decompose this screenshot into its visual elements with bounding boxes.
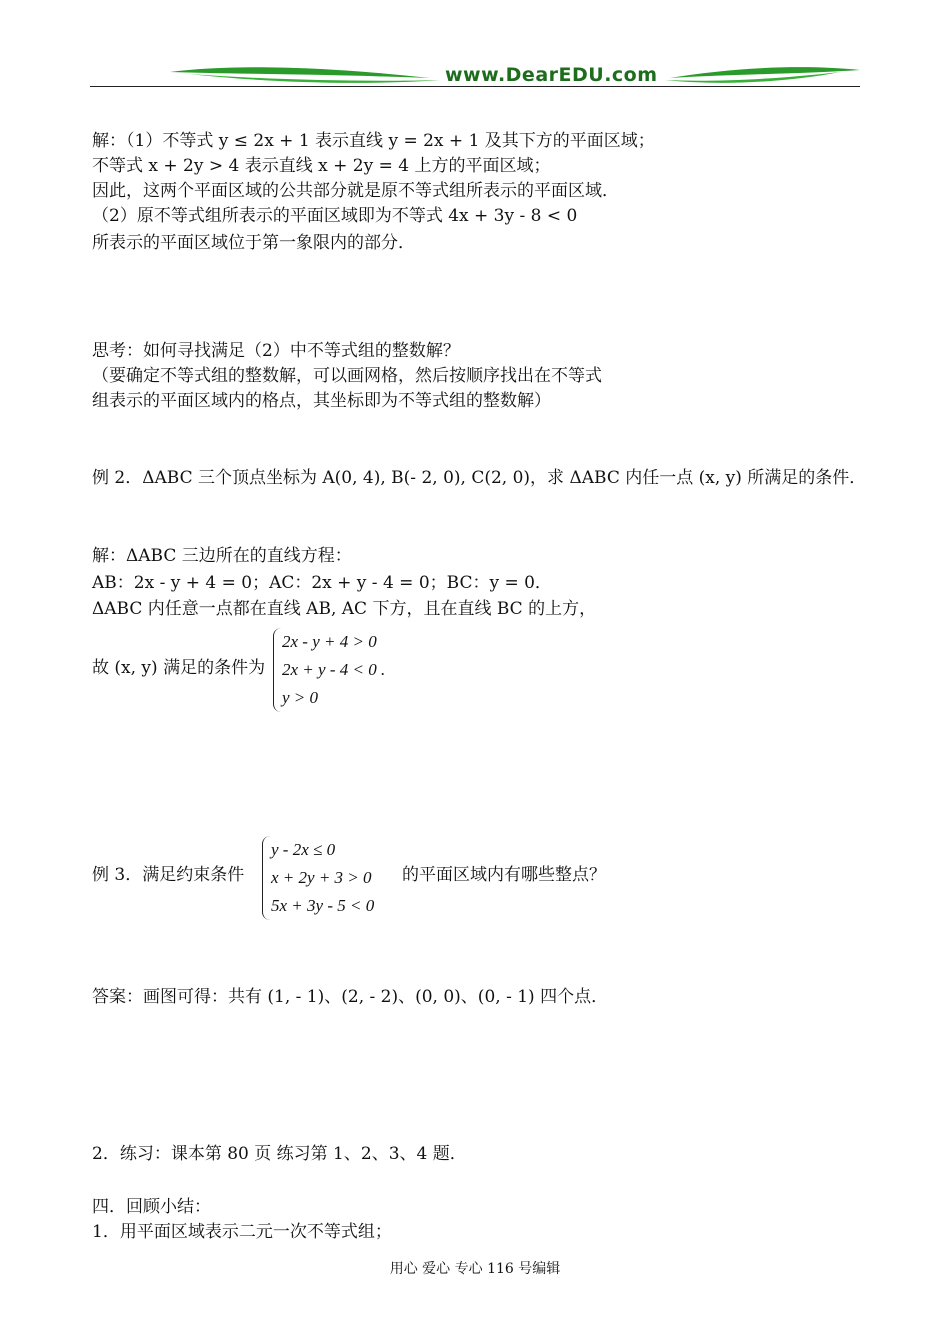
- summary-item-1: 1．用平面区域表示二元一次不等式组；: [92, 1222, 392, 1242]
- example-3-prefix: 例 3．满足约束条件: [92, 865, 245, 885]
- solution-line-3: 因此，这两个平面区域的公共部分就是原不等式组所表示的平面区域．: [92, 181, 619, 201]
- example-2-solution-4: 故 (x, y) 满足的条件为: [92, 658, 266, 678]
- solution-line-5: 所表示的平面区域位于第一象限内的部分．: [92, 233, 415, 253]
- solution-line-4: （2）原不等式组所表示的平面区域即为不等式 4x + 3y - 8 < 0: [92, 206, 578, 226]
- think-question: 思考：如何寻找满足（2）中不等式组的整数解？: [92, 341, 460, 361]
- inequality-system-2: [262, 836, 374, 920]
- system-1-row: 2x + y - 4 < 0 .: [282, 660, 386, 679]
- page-footer: 用心 爱心 专心 116 号编辑: [389, 1261, 561, 1277]
- example-2: 例 2．ΔABC 三个顶点坐标为 A(0, 4), B(- 2, 0), C(2, 0)，求 ΔABC 内任一点 (x, y) 所满足的条件．: [92, 468, 867, 488]
- solution-line-2: 不等式 x + 2y > 4 表示直线 x + 2y = 4 上方的平面区域；: [92, 156, 551, 176]
- page-header: [90, 62, 860, 90]
- summary-heading: 四．回顾小结：: [92, 1197, 211, 1217]
- example-2-solution-1: 解：ΔABC 三边所在的直线方程：: [92, 546, 352, 566]
- system-2-row: y - 2x ≤ 0: [271, 840, 336, 859]
- system-1-row: 2x - y + 4 > 0: [282, 632, 377, 651]
- inequality-system-1: [273, 628, 385, 712]
- example-2-solution-3: ΔABC 内任意一点都在直线 AB, AC 下方，且在直线 BC 的上方，: [92, 599, 597, 619]
- think-hint-1: （要确定不等式组的整数解，可以画网格，然后按顺序找出在不等式: [92, 366, 602, 386]
- system-2-row: x + 2y + 3 > 0: [271, 868, 372, 887]
- header-rule: [90, 86, 860, 87]
- site-logo[interactable]: www.DearEDU.com: [445, 64, 658, 86]
- solution-line-1: 解：（1）不等式 y ≤ 2x + 1 表示直线 y = 2x + 1 及其下方的平面区域；: [92, 131, 655, 151]
- practice-line: 2．练习：课本第 80 页 练习第 1、2、3、4 题．: [92, 1144, 467, 1164]
- system-2-row: 5x + 3y - 5 < 0: [271, 896, 375, 915]
- think-hint-2: 组表示的平面区域内的格点，其坐标即为不等式组的整数解）: [92, 391, 551, 411]
- example-3-suffix: 的平面区域内有哪些整点？: [402, 865, 606, 885]
- answer-line: 答案：画图可得：共有 (1, - 1)、(2, - 2)、(0, 0)、(0, - 1) 四个点．: [92, 987, 609, 1007]
- system-1-row: y > 0: [282, 688, 319, 707]
- example-2-solution-2: AB：2x - y + 4 = 0；AC：2x + y - 4 = 0；BC：y = 0．: [92, 573, 552, 593]
